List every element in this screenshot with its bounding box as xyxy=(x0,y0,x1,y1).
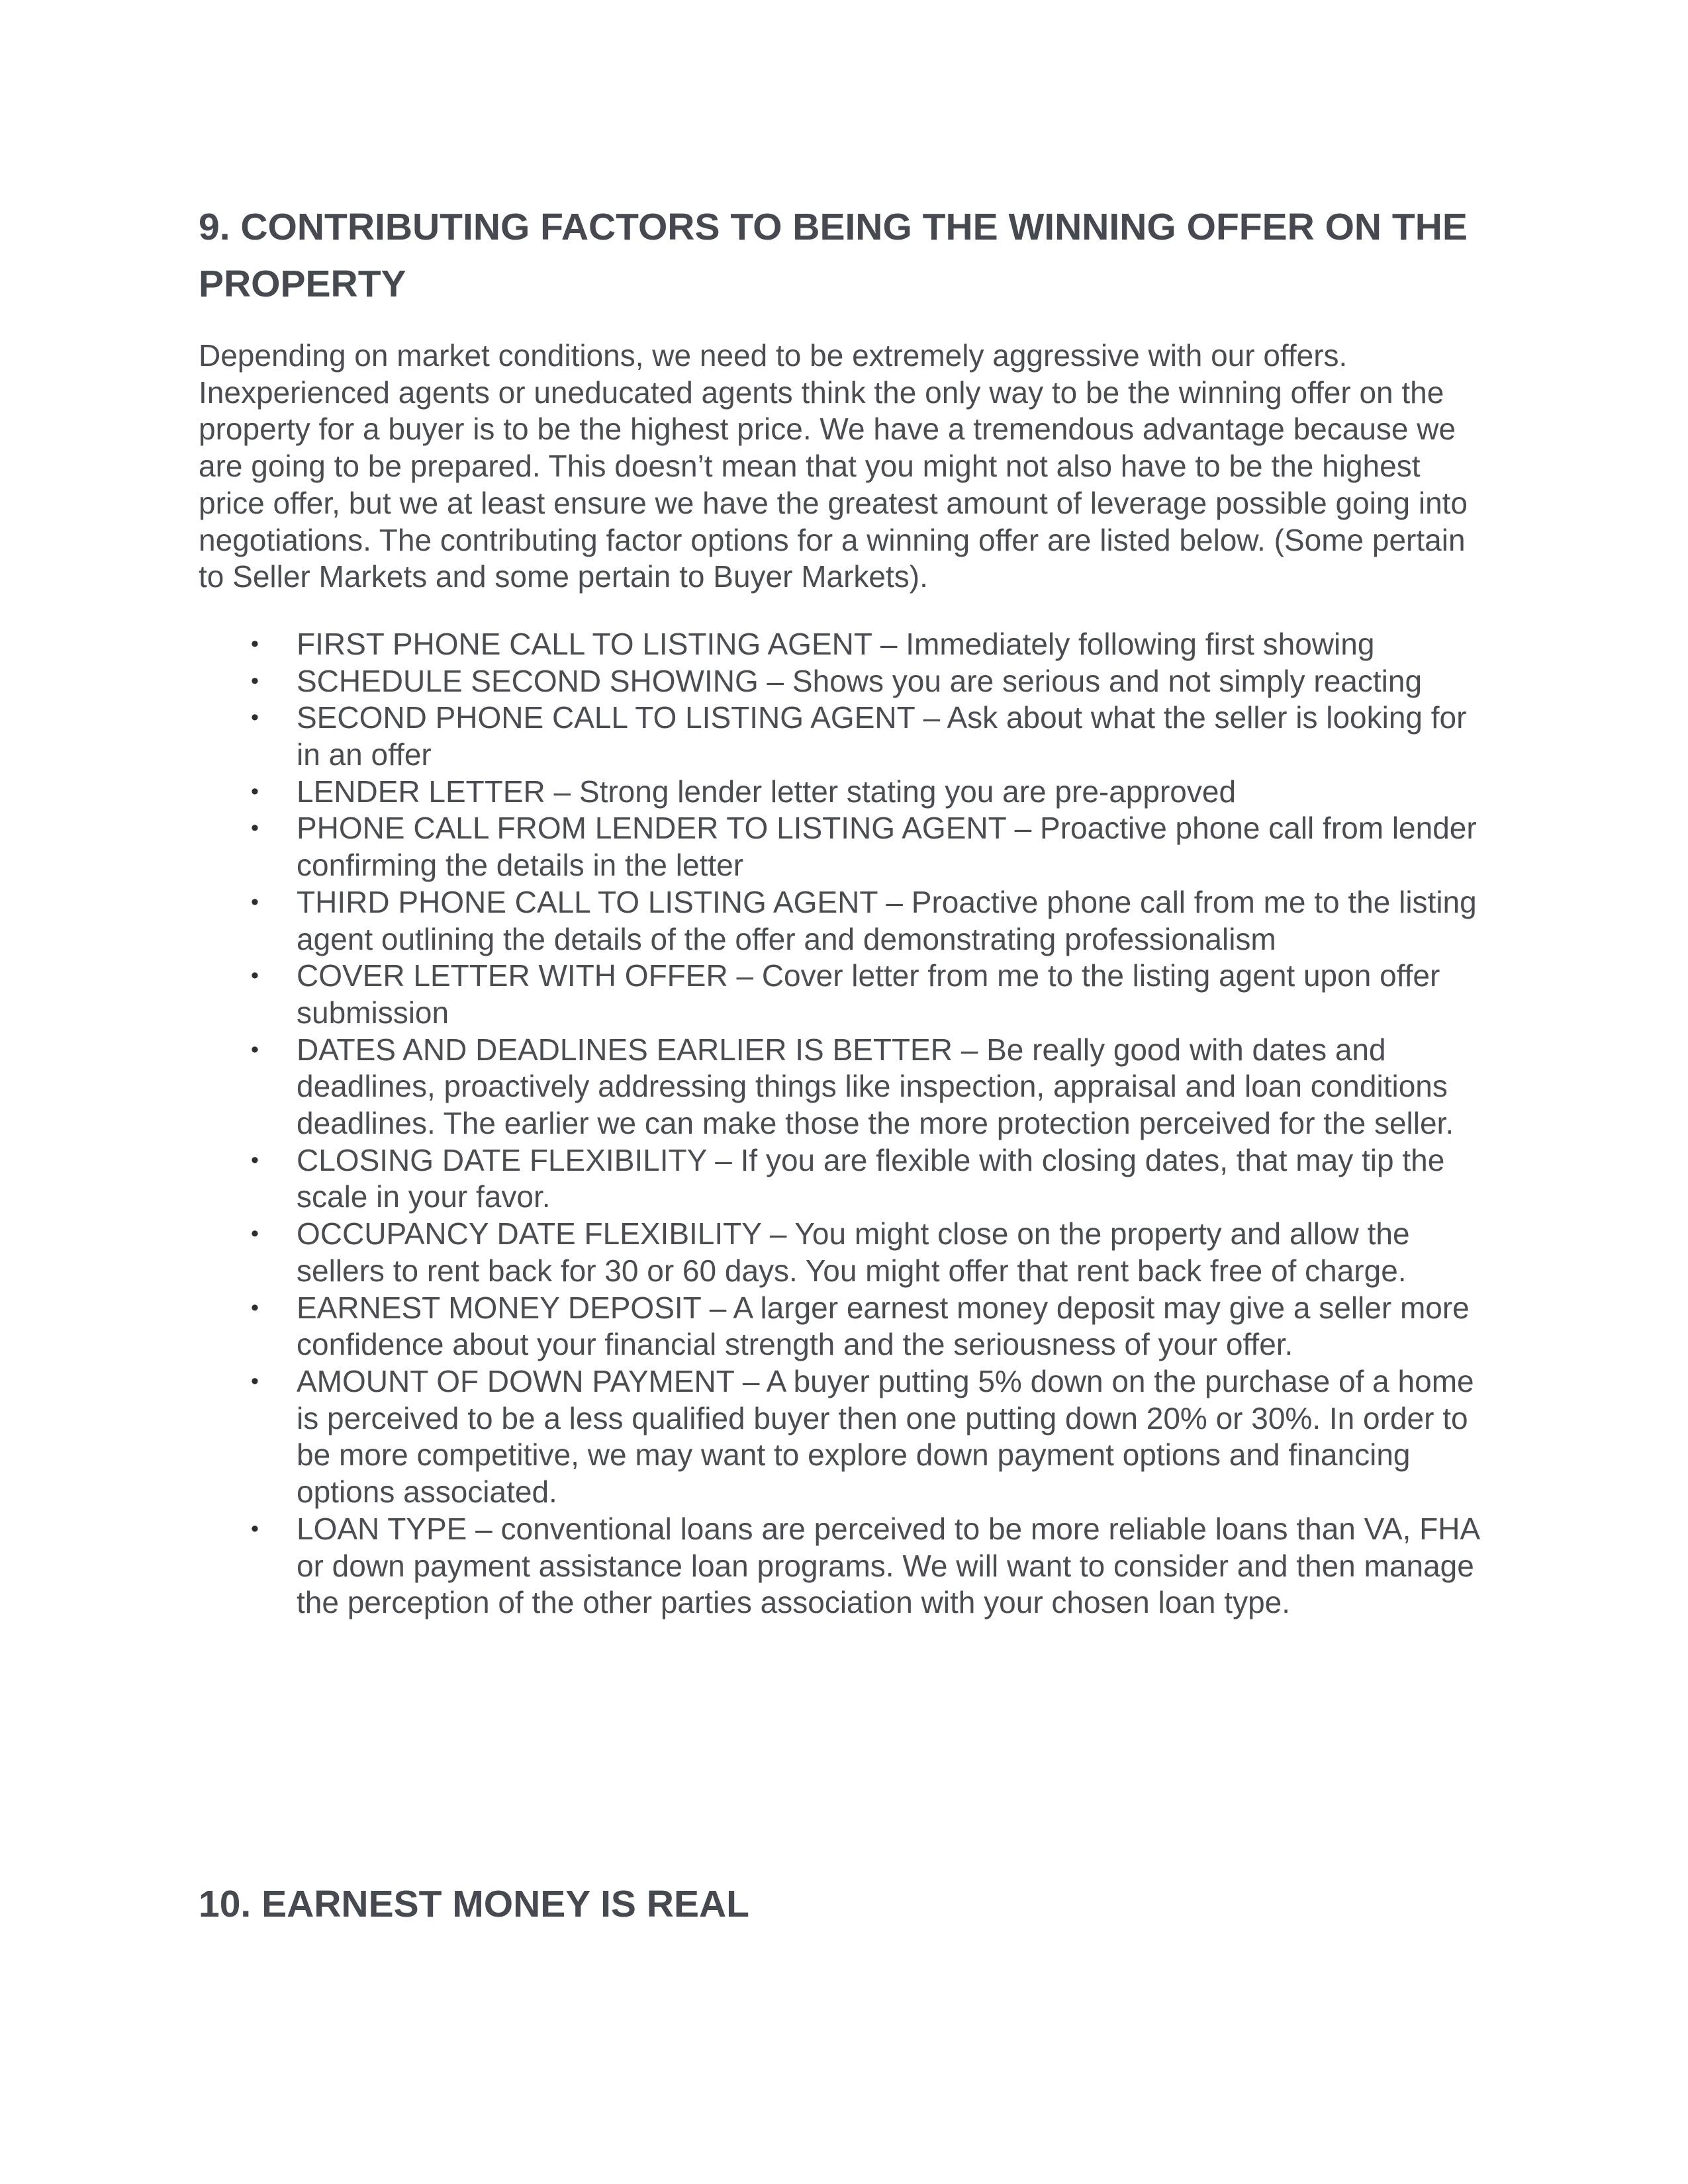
bullet-icon: • xyxy=(251,778,259,804)
contributing-factors-list xyxy=(199,626,1483,1621)
bullet-icon: • xyxy=(251,1295,259,1320)
bullet-icon: • xyxy=(251,1368,259,1394)
bullet-icon: • xyxy=(251,1147,259,1173)
list-item-text: DATES AND DEADLINES EARLIER IS BETTER – Be really good with dates and deadlines, proactively addressing things like inspection, appraisal and loan conditions deadlines. The earlier we can make those the more protection perceived for the seller. xyxy=(297,1032,1454,1141)
list-item xyxy=(199,1363,1483,1511)
list-item-text: EARNEST MONEY DEPOSIT – A larger earnest money deposit may give a seller more confidence about your financial strength and the seriousness of your offer. xyxy=(297,1290,1470,1362)
list-item xyxy=(199,810,1483,884)
list-item xyxy=(199,884,1483,958)
list-item-text: SCHEDULE SECOND SHOWING – Shows you are serious and not simply reacting xyxy=(297,663,1423,698)
list-item-text: AMOUNT OF DOWN PAYMENT – A buyer putting 5% down on the purchase of a home is perceived to be a less qualified buyer then one putting down 20% or 30%. In order to be more competitive, we may want to explore down payment options and financing options associated. xyxy=(297,1363,1474,1510)
bullet-icon: • xyxy=(251,889,259,915)
list-item-text: OCCUPANCY DATE FLEXIBILITY – You might close on the property and allow the sellers to rent back for 30 or 60 days. You might offer that rent back free of charge. xyxy=(297,1216,1410,1288)
list-item-text: FIRST PHONE CALL TO LISTING AGENT – Immediately following first showing xyxy=(297,626,1375,661)
list-item xyxy=(199,663,1483,700)
list-item-text: PHONE CALL FROM LENDER TO LISTING AGENT – Proactive phone call from lender confirming the details in the letter xyxy=(297,811,1477,883)
bullet-icon: • xyxy=(251,1036,259,1062)
list-item xyxy=(199,958,1483,1031)
list-item xyxy=(199,1032,1483,1142)
list-item-text: CLOSING DATE FLEXIBILITY – If you are flexible with closing dates, that may tip the scale in your favor. xyxy=(297,1142,1445,1214)
list-item xyxy=(199,626,1483,663)
list-item-text: LENDER LETTER – Strong lender letter stating you are pre-approved xyxy=(297,774,1237,809)
section-9-intro-paragraph: Depending on market conditions, we need to be extremely aggressive with our offers. Inexperienced agents or uneducated agents think the only way to be the winning offer on the property for a buyer is to be the highest price. We have a tremendous advantage because we are going to be prepared. This doesn’t mean that you might not also have to be the highest price offer, but we at least ensure we have the greatest amount of leverage possible going into negotiations. The contributing factor options for a winning offer are listed below. (Some pertain to Seller Markets and some pertain to Buyer Markets). xyxy=(199,338,1468,594)
bullet-icon: • xyxy=(251,963,259,989)
bullet-icon: • xyxy=(251,815,259,841)
bullet-icon: • xyxy=(251,631,259,657)
list-item xyxy=(199,1142,1483,1216)
list-item xyxy=(199,1511,1483,1621)
bullet-icon: • xyxy=(251,1516,259,1541)
list-item-text: COVER LETTER WITH OFFER – Cover letter from me to the listing agent upon offer submission xyxy=(297,958,1440,1030)
list-item xyxy=(199,1216,1483,1289)
section-10-heading: 10. EARNEST MONEY IS REAL xyxy=(199,1883,749,1925)
bullet-icon: • xyxy=(251,668,259,694)
list-item-text: THIRD PHONE CALL TO LISTING AGENT – Proactive phone call from me to the listing agent outlining the details of the offer and demonstrating professionalism xyxy=(297,884,1477,956)
list-item xyxy=(199,1290,1483,1363)
list-item-text: SECOND PHONE CALL TO LISTING AGENT – Ask about what the seller is looking for in an offer xyxy=(297,700,1467,772)
list-item xyxy=(199,774,1483,811)
list-item-text: LOAN TYPE – conventional loans are perceived to be more reliable loans than VA, FHA or down payment assistance loan programs. We will want to consider and then manage the perception of the other parties association with your chosen loan type. xyxy=(297,1511,1479,1620)
bullet-icon: • xyxy=(251,1221,259,1247)
list-item xyxy=(199,700,1483,773)
section-9-heading: 9. CONTRIBUTING FACTORS TO BEING THE WINNING OFFER ON THE PROPERTY xyxy=(199,206,1468,305)
document-page xyxy=(199,199,1483,1621)
bullet-icon: • xyxy=(251,705,259,731)
